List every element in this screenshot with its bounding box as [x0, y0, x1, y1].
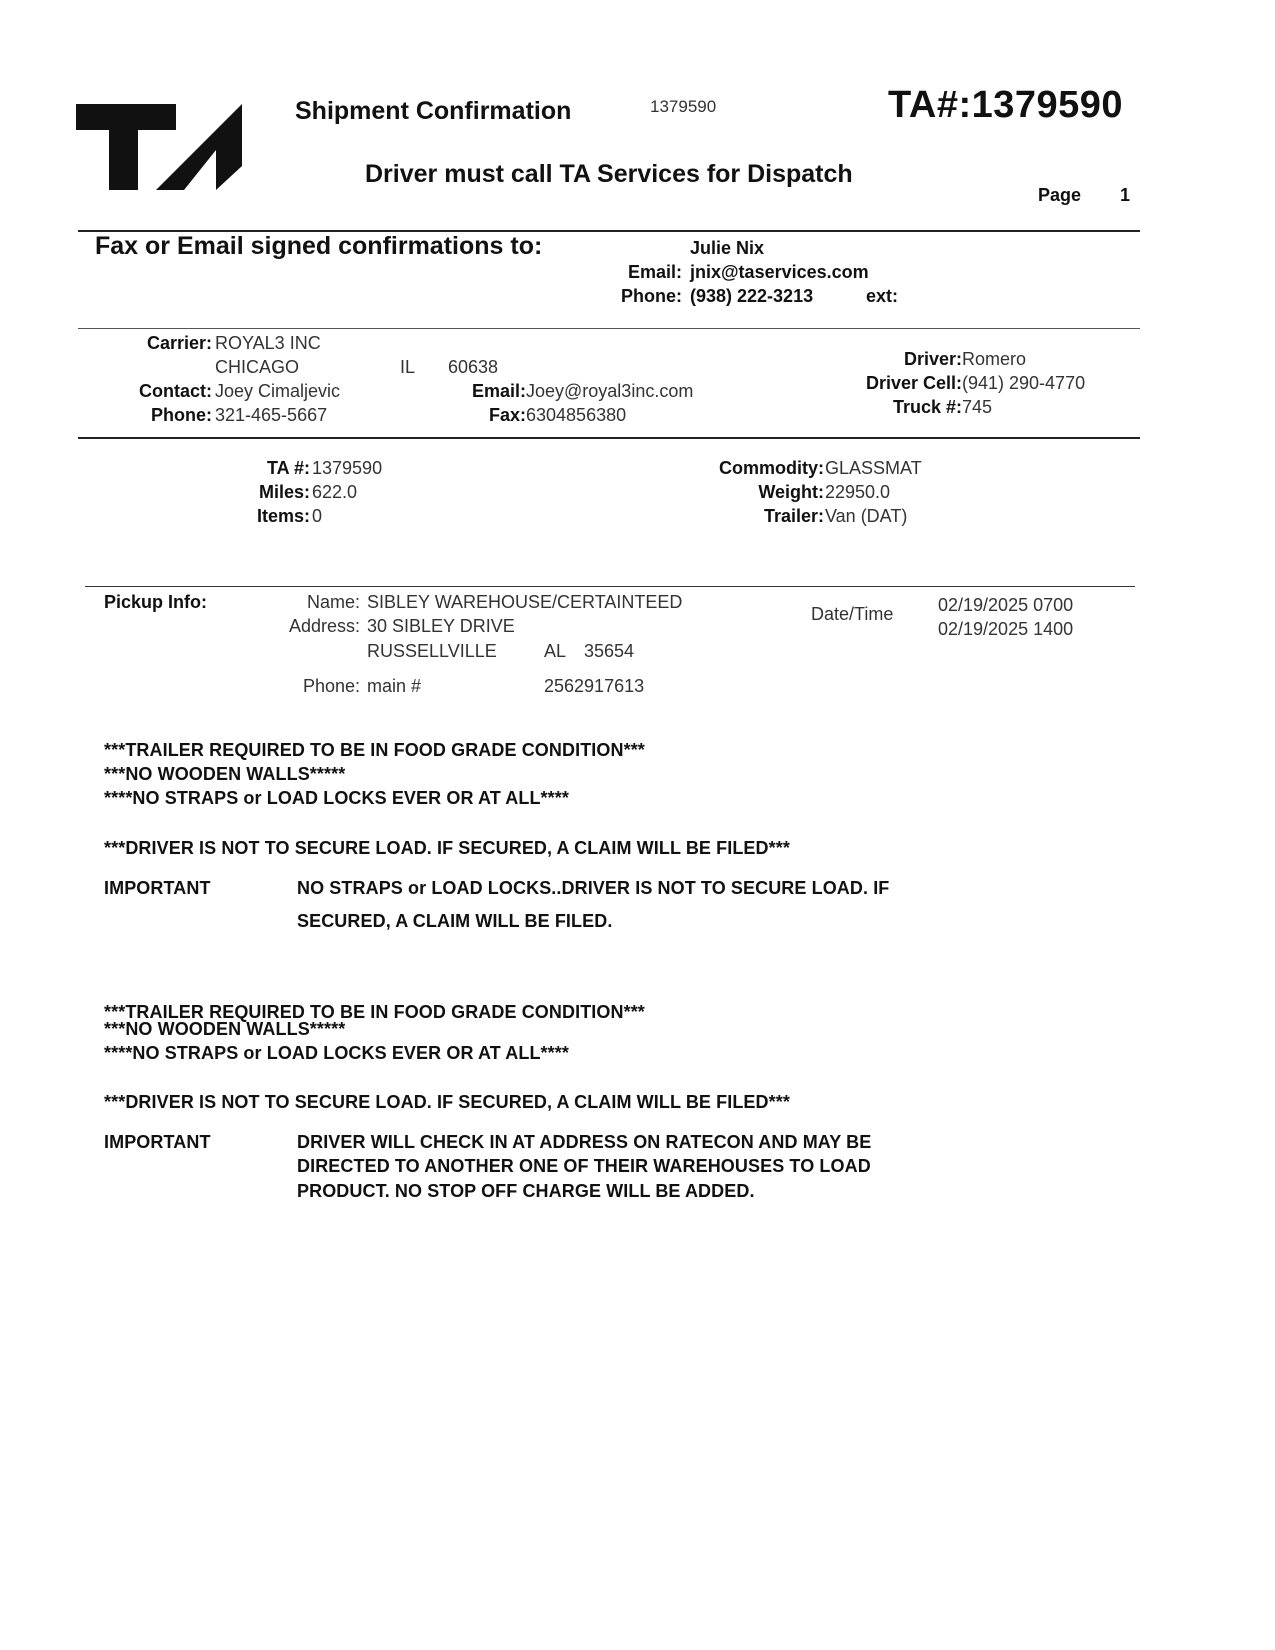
driver-cell: (941) 290-4770: [962, 373, 1086, 393]
truck-number: 745: [962, 397, 993, 417]
weight-label: Weight:: [758, 482, 824, 502]
note-no-straps: ****NO STRAPS or LOAD LOCKS EVER OR AT ALL****: [104, 1043, 569, 1063]
pickup-city: RUSSELLVILLE: [367, 641, 497, 661]
pickup-info-label: Pickup Info:: [104, 592, 207, 612]
document-title: Shipment Confirmation: [295, 97, 572, 125]
note-food-grade: ***TRAILER REQUIRED TO BE IN FOOD GRADE CONDITION***: [104, 1002, 645, 1022]
contact-label: Contact:: [139, 381, 212, 401]
carrier-fax: 6304856380: [526, 405, 627, 425]
note-no-wooden-walls: ***NO WOODEN WALLS*****: [104, 1019, 346, 1039]
pickup-phone-type: main #: [367, 676, 422, 696]
important-text: SECURED, A CLAIM WILL BE FILED.: [297, 911, 613, 931]
carrier-label: Carrier:: [146, 333, 212, 353]
important-text: NO STRAPS or LOAD LOCKS..DRIVER IS NOT TO SECURE LOAD. IF: [297, 878, 890, 898]
note-driver-not-secure: ***DRIVER IS NOT TO SECURE LOAD. IF SECURED, A CLAIM WILL BE FILED***: [104, 838, 790, 858]
items-label: Items:: [256, 506, 310, 526]
truck-label: Truck #:: [892, 397, 962, 417]
carrier-city: CHICAGO: [215, 357, 300, 377]
important-label: IMPORTANT: [104, 1132, 211, 1152]
phone-label: Phone:: [621, 286, 682, 306]
weight-value: 22950.0: [825, 482, 891, 502]
note-no-wooden-walls: ***NO WOODEN WALLS*****: [104, 764, 346, 784]
pickup-zip: 35654: [584, 641, 635, 661]
send-to-heading: Fax or Email signed confirmations to:: [95, 232, 543, 260]
pickup-datetime-label: Date/Time: [811, 604, 894, 624]
important-text: DRIVER WILL CHECK IN AT ADDRESS ON RATECON AND MAY BE: [297, 1132, 872, 1152]
divider: [78, 437, 1140, 439]
carrier-fax-label: Fax:: [488, 405, 526, 425]
driver-name: Romero: [962, 349, 1027, 369]
trailer-value: Van (DAT): [825, 506, 908, 526]
pickup-datetime-end: 02/19/2025 1400: [938, 619, 1074, 639]
reference-number: 1379590: [650, 97, 717, 116]
pickup-address: 30 SIBLEY DRIVE: [367, 616, 515, 636]
contact-phone: (938) 222-3213: [690, 286, 814, 306]
note-driver-not-secure: ***DRIVER IS NOT TO SECURE LOAD. IF SECURED, A CLAIM WILL BE FILED***: [104, 1092, 790, 1112]
carrier-contact: Joey Cimaljevic: [215, 381, 341, 401]
contact-name: Julie Nix: [690, 238, 765, 258]
page-label: Page: [1038, 185, 1082, 205]
dispatch-note: Driver must call TA Services for Dispatch: [365, 160, 853, 188]
carrier-email-label: Email:: [471, 381, 526, 401]
carrier-email: Joey@royal3inc.com: [526, 381, 694, 401]
divider: [78, 328, 1140, 329]
miles-value: 622.0: [312, 482, 358, 502]
pickup-phone: 2562917613: [544, 676, 645, 696]
carrier-phone-label: Phone:: [151, 405, 212, 425]
pickup-name: SIBLEY WAREHOUSE/CERTAINTEED: [367, 592, 683, 612]
page-number: 1: [1120, 185, 1131, 205]
carrier-zip: 60638: [448, 357, 499, 377]
contact-email: jnix@taservices.com: [690, 262, 869, 282]
divider: [85, 586, 1135, 587]
pickup-name-label: Name:: [306, 592, 360, 612]
ext-label: ext:: [866, 286, 899, 306]
pickup-phone-label: Phone:: [302, 676, 360, 696]
ta-label: TA #:: [267, 458, 310, 478]
email-label: Email:: [627, 262, 682, 282]
ta-services-logo: [76, 100, 246, 192]
commodity-value: GLASSMAT: [825, 458, 922, 478]
important-text: DIRECTED TO ANOTHER ONE OF THEIR WAREHOUSES TO LOAD: [297, 1156, 871, 1176]
miles-label: Miles:: [258, 482, 310, 502]
ta-number: 1379590: [312, 458, 383, 478]
pickup-datetime-start: 02/19/2025 0700: [938, 595, 1074, 615]
carrier-name: ROYAL3 INC: [215, 333, 321, 353]
important-text: PRODUCT. NO STOP OFF CHARGE WILL BE ADDED.: [297, 1181, 755, 1201]
commodity-label: Commodity:: [719, 458, 824, 478]
driver-cell-label: Driver Cell:: [865, 373, 962, 393]
note-food-grade: ***TRAILER REQUIRED TO BE IN FOOD GRADE CONDITION***: [104, 740, 645, 760]
trailer-label: Trailer:: [763, 506, 824, 526]
driver-label: Driver:: [903, 349, 962, 369]
items-value: 0: [312, 506, 323, 526]
carrier-phone: 321-465-5667: [215, 405, 328, 425]
ta-number-heading: TA#:1379590: [888, 84, 1124, 126]
pickup-state: AL: [544, 641, 567, 661]
important-label: IMPORTANT: [104, 878, 211, 898]
carrier-state: IL: [400, 357, 416, 377]
pickup-address-label: Address:: [288, 616, 360, 636]
note-no-straps: ****NO STRAPS or LOAD LOCKS EVER OR AT ALL****: [104, 788, 569, 808]
